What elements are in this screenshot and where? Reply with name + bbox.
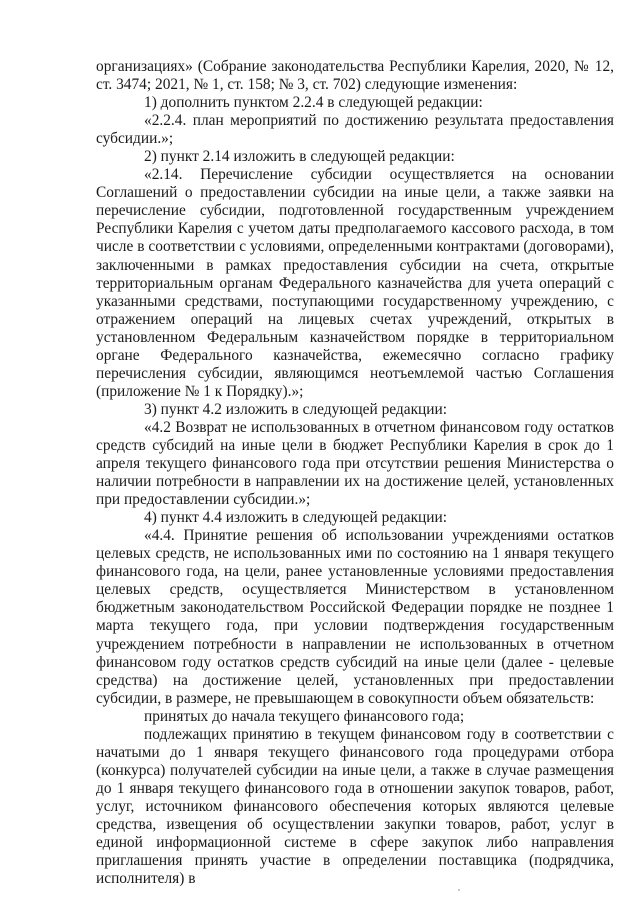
paragraph-4-4-text: «4.4. Принятие решения об использовании учреждениями остатков целевых средств, не использованных ими по состоянию на 1 января текущего финансового года, на цели, ранее установленные условиями предоставления целевых средств, осуществляется Министерством в установленном бюджетным законодательством Российской Федерации порядке не позднее 1 марта текущего года, при условии подтверждения государственным учреждением потребности в направлении не использованных в отчетном финансовом году остатков средств субсидий на иные цели (далее - целевые средства) на достижение целей, установленных при предоставлении субсидии, в размере, не превышающем в совокупности объем обязательств: — [96, 527, 614, 707]
document-body — [96, 58, 614, 888]
paragraph-4-2-text: «4.2 Возврат не использованных в отчетном финансовом году остатков средств субсидий на иные цели в бюджет Республики Карелия в срок до 1 апреля текущего финансового года при отсутствии решения Министерства о наличии потребности в направлении их на достижение целей, установленных при предоставлении субсидии.»; — [96, 418, 614, 509]
paragraph-intro: организациях» (Собрание законодательства Республики Карелия, 2020, № 12, ст. 3474; 2021, № 1, ст. 158; № 3, ст. 702) следующие изменения: — [96, 58, 614, 94]
paragraph-2-14-text: «2.14. Перечисление субсидии осуществляется на основании Соглашений о предоставлении субсидии на иные цели, а также заявки на перечисление субсидии, подготовленной государственным учреждением Республики Карелия с учетом даты предполагаемого кассового расхода, в том числе в соответствии с условиями, определенными контрактами (договорами), заключенными в рамках предоставления субсидии на счета, открытые территориальным органам Федерального казначейства для учета операций с указанными средствами, поступающими государственному учреждению, с отражением операций на лицевых счетах учреждений, открытых в установленном Федеральным казначейством порядке в территориальном органе Федерального казначейства, ежемесячно согласно графику перечисления субсидии, являющимся неотъемлемой частью Соглашения (приложение № 1 к Порядку).»; — [96, 166, 614, 400]
paragraph-2-2-4-text: «2.2.4. план мероприятий по достижению результата предоставления субсидии.»; — [96, 112, 614, 148]
paragraph-obligations-accepted: принятых до начала текущего финансового года; — [144, 707, 465, 725]
scan-speck — [458, 889, 460, 891]
paragraph-item-4: 4) пункт 4.4 изложить в следующей редакции: — [144, 509, 448, 527]
paragraph-item-1: 1) дополнить пунктом 2.2.4 в следующей редакции: — [144, 94, 483, 112]
paragraph-obligations-pending: подлежащих принятию в текущем финансовом году в соответствии с начатыми до 1 января текущего финансового года процедурами отбора (конкурса) получателей субсидии на иные цели, а также в случае размещения до 1 января текущего финансового года в отношении закупок товаров, работ, услуг, источником финансового обеспечения которых являются целевые средства, извещения об осуществлении закупки товаров, работ, услуг в единой информационной системе в сфере закупок либо направления приглашения принять участие в определении поставщика (подрядчика, исполнителя) в — [96, 725, 614, 888]
paragraph-item-3: 3) пункт 4.2 изложить в следующей редакции: — [144, 400, 448, 418]
paragraph-item-2: 2) пункт 2.14 изложить в следующей редакции: — [144, 148, 455, 166]
